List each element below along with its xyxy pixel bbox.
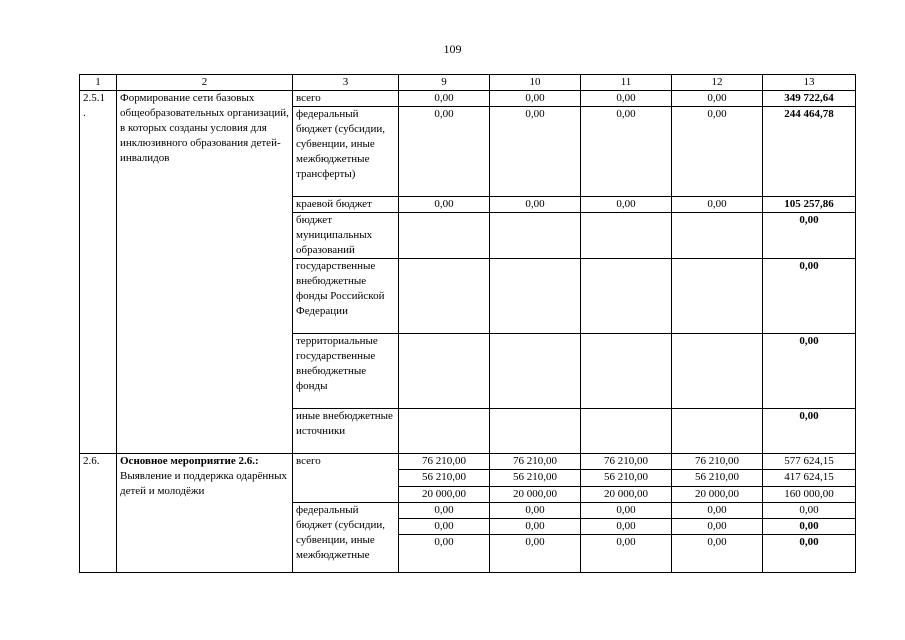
value-cell bbox=[672, 213, 763, 259]
header-col-1: 1 bbox=[80, 75, 117, 91]
value-cell: 20 000,00 bbox=[490, 487, 581, 503]
funding-source: всего bbox=[293, 91, 399, 107]
funding-source: бюджет муниципальных образований bbox=[293, 213, 399, 259]
value-cell bbox=[581, 409, 672, 454]
value-cell bbox=[490, 409, 581, 454]
funding-source: территориальные государственные внебюджетные фонды bbox=[293, 334, 399, 409]
value-cell: 0,00 bbox=[672, 519, 763, 535]
value-cell: 0,00 bbox=[581, 519, 672, 535]
value-cell: 0,00 bbox=[672, 503, 763, 519]
total-cell: 160 000,00 bbox=[763, 487, 856, 503]
value-cell: 76 210,00 bbox=[581, 454, 672, 470]
value-cell bbox=[672, 259, 763, 334]
value-cell: 0,00 bbox=[581, 503, 672, 519]
table-row bbox=[80, 454, 856, 470]
value-cell: 0,00 bbox=[672, 91, 763, 107]
header-col-2: 2 bbox=[117, 75, 293, 91]
header-col-10: 10 bbox=[490, 75, 581, 91]
value-cell: 0,00 bbox=[581, 535, 672, 573]
total-cell: 0,00 bbox=[763, 409, 856, 454]
activity-title: Основное мероприятие 2.6.: bbox=[120, 455, 259, 467]
value-cell bbox=[490, 213, 581, 259]
header-col-3: 3 bbox=[293, 75, 399, 91]
total-cell: 105 257,86 bbox=[763, 197, 856, 213]
value-cell: 0,00 bbox=[490, 503, 581, 519]
value-cell bbox=[581, 213, 672, 259]
item-description: Формирование сети базовых общеобразовательных организаций, в которых созданы условия для инклюзивного образования детей-инвалидов bbox=[117, 91, 293, 454]
item-description bbox=[117, 454, 293, 573]
value-cell: 56 210,00 bbox=[399, 470, 490, 487]
value-cell: 76 210,00 bbox=[399, 454, 490, 470]
table-row bbox=[80, 91, 856, 107]
value-cell bbox=[672, 409, 763, 454]
value-cell: 0,00 bbox=[399, 107, 490, 197]
header-col-13: 13 bbox=[763, 75, 856, 91]
total-cell: 0,00 bbox=[763, 519, 856, 535]
value-cell: 0,00 bbox=[490, 107, 581, 197]
value-cell bbox=[399, 334, 490, 409]
funding-source: федеральный бюджет (субсидии, субвенции, иные межбюджетные трансферты) bbox=[293, 107, 399, 197]
page-number: 109 bbox=[443, 42, 462, 56]
value-cell: 20 000,00 bbox=[672, 487, 763, 503]
value-cell: 76 210,00 bbox=[490, 454, 581, 470]
value-cell: 0,00 bbox=[581, 197, 672, 213]
value-cell: 56 210,00 bbox=[490, 470, 581, 487]
value-cell bbox=[399, 409, 490, 454]
total-cell: 0,00 bbox=[763, 535, 856, 573]
value-cell: 0,00 bbox=[399, 91, 490, 107]
value-cell: 0,00 bbox=[672, 197, 763, 213]
funding-source: краевой бюджет bbox=[293, 197, 399, 213]
value-cell: 76 210,00 bbox=[672, 454, 763, 470]
value-cell: 0,00 bbox=[581, 91, 672, 107]
value-cell: 0,00 bbox=[399, 535, 490, 573]
value-cell: 0,00 bbox=[399, 503, 490, 519]
value-cell: 0,00 bbox=[399, 197, 490, 213]
total-cell: 0,00 bbox=[763, 334, 856, 409]
item-code bbox=[80, 91, 117, 454]
value-cell bbox=[581, 334, 672, 409]
value-cell: 0,00 bbox=[490, 519, 581, 535]
value-cell: 0,00 bbox=[490, 91, 581, 107]
total-cell: 417 624,15 bbox=[763, 470, 856, 487]
total-cell: 244 464,78 bbox=[763, 107, 856, 197]
activity-description: Выявление и поддержка одарённых детей и молодёжи bbox=[120, 470, 288, 497]
value-cell bbox=[490, 334, 581, 409]
value-cell: 0,00 bbox=[490, 197, 581, 213]
total-cell: 577 624,15 bbox=[763, 454, 856, 470]
header-col-12: 12 bbox=[672, 75, 763, 91]
item-code-dot: . bbox=[83, 107, 86, 119]
value-cell: 20 000,00 bbox=[399, 487, 490, 503]
value-cell: 0,00 bbox=[490, 535, 581, 573]
funding-source: иные внебюджетные источники bbox=[293, 409, 399, 454]
header-col-9: 9 bbox=[399, 75, 490, 91]
funding-source: всего bbox=[293, 454, 399, 503]
header-col-11: 11 bbox=[581, 75, 672, 91]
total-cell: 0,00 bbox=[763, 213, 856, 259]
item-code-number: 2.5.1 bbox=[83, 92, 105, 104]
value-cell bbox=[399, 259, 490, 334]
funding-source: федеральный бюджет (субсидии, субвенции, иные межбюджетные bbox=[293, 503, 399, 573]
value-cell: 56 210,00 bbox=[581, 470, 672, 487]
value-cell bbox=[581, 259, 672, 334]
value-cell bbox=[399, 213, 490, 259]
total-cell: 0,00 bbox=[763, 503, 856, 519]
value-cell: 0,00 bbox=[672, 535, 763, 573]
value-cell: 56 210,00 bbox=[672, 470, 763, 487]
total-cell: 0,00 bbox=[763, 259, 856, 334]
value-cell: 20 000,00 bbox=[581, 487, 672, 503]
value-cell: 0,00 bbox=[581, 107, 672, 197]
budget-table bbox=[79, 74, 856, 573]
value-cell: 0,00 bbox=[672, 107, 763, 197]
header-row bbox=[80, 75, 856, 91]
item-code: 2.6. bbox=[80, 454, 117, 573]
value-cell bbox=[672, 334, 763, 409]
value-cell bbox=[490, 259, 581, 334]
value-cell: 0,00 bbox=[399, 519, 490, 535]
total-cell: 349 722,64 bbox=[763, 91, 856, 107]
funding-source: государственные внебюджетные фонды Российской Федерации bbox=[293, 259, 399, 334]
